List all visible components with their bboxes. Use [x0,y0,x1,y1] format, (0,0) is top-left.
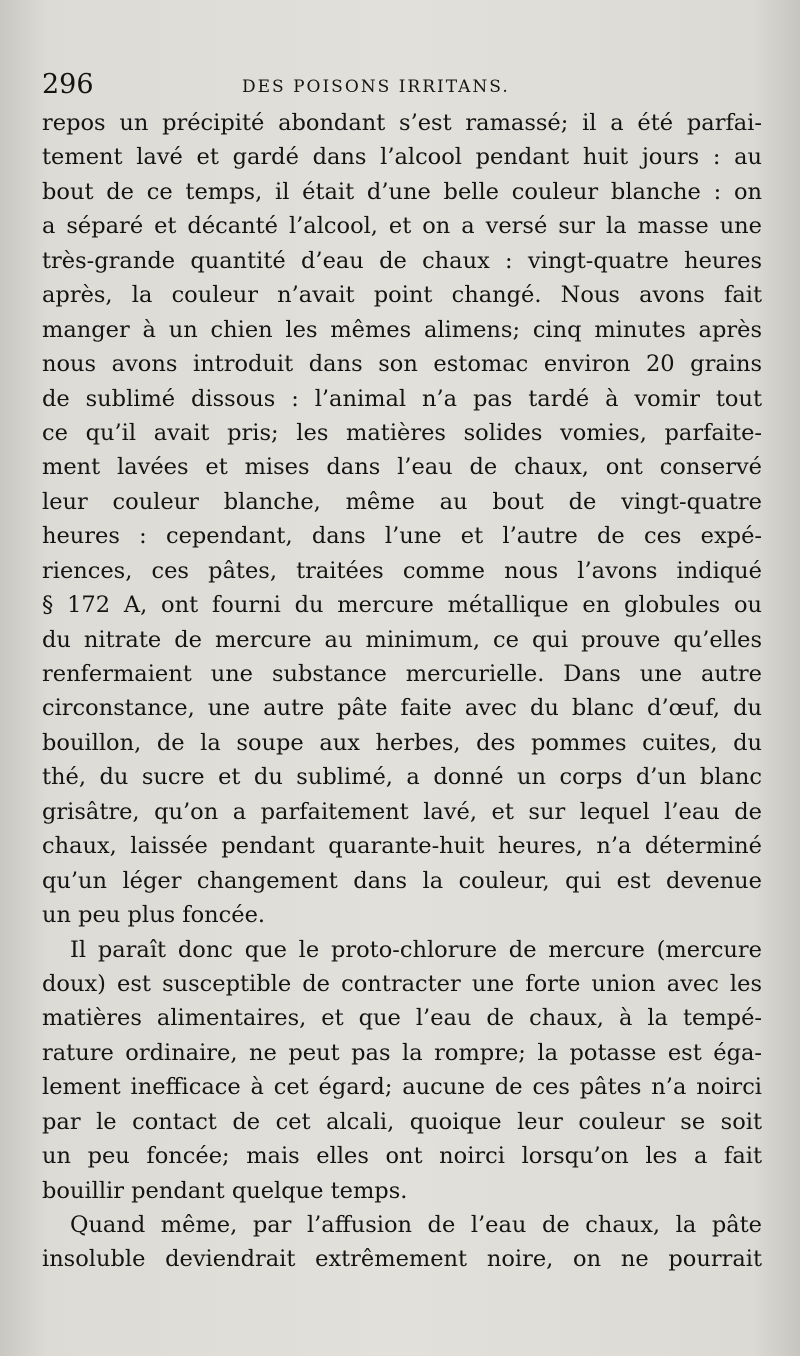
text-line: tement lavé et gardé dans l’alcool pendant huit jours : au [42,144,762,171]
text-line: manger à un chien les mêmes alimens; cinq minutes après [42,316,762,343]
body-text [42,106,762,1277]
text-line: a séparé et décanté l’alcool, et on a versé sur la masse une [42,213,762,240]
text-line: Il paraît donc que le proto-chlorure de mercure (mercure [70,936,762,963]
text-line: renfermaient une substance mercurielle. Dans une autre [42,661,762,687]
text-line: lement inefficace à cet égard; aucune de ces pâtes n’a noirci [42,1074,762,1101]
text-line: bout de ce temps, il était d’une belle couleur blanche : on [42,178,762,205]
page-number: 296 [42,69,94,100]
text-line: après, la couleur n’avait point changé. Nous avons fait [42,282,762,309]
text-line: par le contact de cet alcali, quoique leur couleur se soit [42,1108,762,1135]
text-line: ment lavées et mises dans l’eau de chaux, ont conservé [42,454,762,481]
text-line: de sublimé dissous : l’animal n’a pas tardé à vomir tout [42,385,762,412]
text-line: § 172 A, ont fourni du mercure métallique en globules ou [42,592,762,619]
text-line: grisâtre, qu’on a parfaitement lavé, et sur lequel l’eau de [42,798,762,825]
text-line: qu’un léger changement dans la couleur, qui est devenue [42,867,762,894]
text-line: du nitrate de mercure au minimum, ce qui prouve qu’elles [42,626,762,653]
text-line: chaux, laissée pendant quarante-huit heures, n’a déterminé [42,833,762,860]
text-line: bouillir pendant quelque temps. [42,1177,408,1204]
text-line: nous avons introduit dans son estomac environ 20 grains [42,351,762,378]
paragraph [42,933,762,1209]
text-line: doux) est susceptible de contracter une forte union avec les [42,970,762,997]
text-line: circonstance, une autre pâte faite avec du blanc d’œuf, du [42,695,762,722]
text-line: ce qu’il avait pris; les matières solides vomies, parfaite- [42,419,762,446]
text-line: matières alimentaires, et que l’eau de chaux, à la tempé- [42,1005,762,1032]
page-header [42,62,762,106]
text-line: riences, ces pâtes, traitées comme nous l’avons indiqué [42,557,762,584]
paragraph [42,106,762,933]
running-head: DES POISONS IRRITANS. [242,77,510,97]
text-line: Quand même, par l’affusion de l’eau de chaux, la pâte [70,1212,762,1238]
text-line: thé, du sucre et du sublimé, a donné un corps d’un blanc [42,764,762,791]
paragraph [42,1208,762,1277]
text-line: bouillon, de la soupe aux herbes, des pommes cuites, du [42,729,762,756]
text-line: un peu plus foncée. [42,902,266,929]
text-line: repos un précipité abondant s’est ramassé; il a été parfai- [42,110,762,136]
text-line: rature ordinaire, ne peut pas la rompre; la potasse est éga- [42,1039,762,1066]
text-line: un peu foncée; mais elles ont noirci lorsqu’on les a fait [42,1143,762,1170]
text-line: très-grande quantité d’eau de chaux : vingt-quatre heures [42,247,762,274]
text-line: insoluble deviendrait extrêmement noire, on ne pourrait [42,1246,762,1273]
text-line: leur couleur blanche, même au bout de vingt-quatre [42,488,762,515]
text-line: heures : cependant, dans l’une et l’autre de ces expé- [42,523,762,550]
